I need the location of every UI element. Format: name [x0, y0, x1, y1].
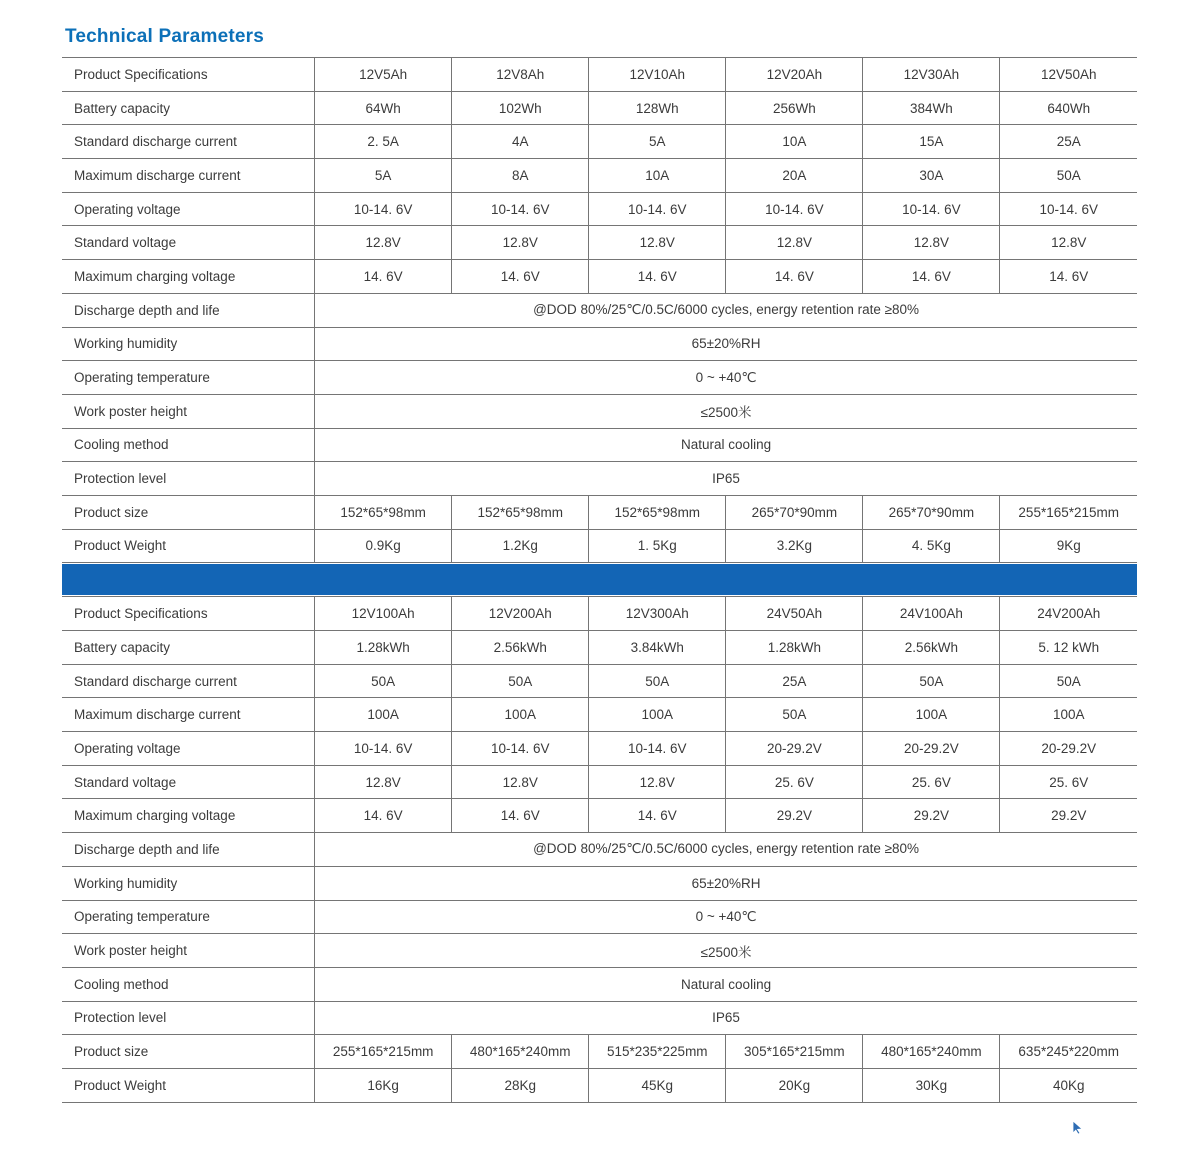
table-row — [62, 495, 1137, 529]
value-cell: 5. 12 kWh — [1000, 631, 1137, 665]
value-cell: 30Kg — [863, 1068, 1000, 1102]
value-cell: 16Kg — [315, 1068, 452, 1102]
row-label: Operating temperature — [62, 900, 315, 934]
value-cell: 50A — [1000, 664, 1137, 698]
spec-table-first — [62, 57, 1137, 563]
value-cell: 24V200Ah — [1000, 597, 1137, 631]
row-label: Maximum discharge current — [62, 698, 315, 732]
merged-value-cell: 0 ~ +40℃ — [315, 900, 1137, 934]
value-cell: 12.8V — [315, 765, 452, 799]
table-row — [62, 462, 1137, 496]
table-row — [62, 226, 1137, 260]
row-label: Product Weight — [62, 529, 315, 563]
value-cell: 5A — [315, 159, 452, 193]
value-cell: 515*235*225mm — [589, 1035, 726, 1069]
table-row — [62, 1068, 1137, 1102]
value-cell: 3.2Kg — [726, 529, 863, 563]
value-cell: 128Wh — [589, 91, 726, 125]
value-cell: 152*65*98mm — [315, 495, 452, 529]
table-row — [62, 91, 1137, 125]
value-cell: 480*165*240mm — [452, 1035, 589, 1069]
value-cell: 50A — [452, 664, 589, 698]
value-cell: 10-14. 6V — [315, 192, 452, 226]
row-label: Protection level — [62, 1001, 315, 1035]
value-cell: 100A — [1000, 698, 1137, 732]
row-label: Product size — [62, 495, 315, 529]
value-cell: 25. 6V — [1000, 765, 1137, 799]
row-label: Working humidity — [62, 327, 315, 361]
merged-value-cell: IP65 — [315, 1001, 1137, 1035]
spec-table-second — [62, 596, 1137, 1102]
row-label: Cooling method — [62, 967, 315, 1001]
row-label: Operating voltage — [62, 732, 315, 766]
row-label: Product Specifications — [62, 597, 315, 631]
value-cell: 25A — [1000, 125, 1137, 159]
value-cell: 12.8V — [452, 765, 589, 799]
value-cell: 29.2V — [726, 799, 863, 833]
value-cell: 12V5Ah — [315, 58, 452, 92]
row-label: Work poster height — [62, 934, 315, 968]
table-row — [62, 799, 1137, 833]
row-label: Standard voltage — [62, 226, 315, 260]
table-row — [62, 394, 1137, 428]
table-row — [62, 293, 1137, 327]
merged-value-cell: ≤2500米 — [315, 394, 1137, 428]
value-cell: 12V200Ah — [452, 597, 589, 631]
table-row — [62, 428, 1137, 462]
value-cell: 29.2V — [863, 799, 1000, 833]
value-cell: 14. 6V — [726, 260, 863, 294]
table-row — [62, 631, 1137, 665]
value-cell: 255*165*215mm — [1000, 495, 1137, 529]
table-row — [62, 732, 1137, 766]
value-cell: 14. 6V — [315, 260, 452, 294]
table-row — [62, 361, 1137, 395]
value-cell: 5A — [589, 125, 726, 159]
value-cell: 265*70*90mm — [726, 495, 863, 529]
value-cell: 12.8V — [1000, 226, 1137, 260]
value-cell: 10-14. 6V — [589, 732, 726, 766]
value-cell: 12.8V — [589, 765, 726, 799]
value-cell: 12.8V — [452, 226, 589, 260]
value-cell: 12V10Ah — [589, 58, 726, 92]
value-cell: 25. 6V — [726, 765, 863, 799]
value-cell: 24V50Ah — [726, 597, 863, 631]
value-cell: 12.8V — [863, 226, 1000, 260]
table-row — [62, 597, 1137, 631]
value-cell: 20-29.2V — [726, 732, 863, 766]
value-cell: 305*165*215mm — [726, 1035, 863, 1069]
value-cell: 3.84kWh — [589, 631, 726, 665]
section-divider-bar — [62, 564, 1137, 595]
value-cell: 10-14. 6V — [452, 192, 589, 226]
value-cell: 14. 6V — [589, 799, 726, 833]
value-cell: 12V8Ah — [452, 58, 589, 92]
table-row — [62, 698, 1137, 732]
value-cell: 152*65*98mm — [589, 495, 726, 529]
table-row — [62, 664, 1137, 698]
merged-value-cell: Natural cooling — [315, 967, 1137, 1001]
value-cell: 64Wh — [315, 91, 452, 125]
table-row — [62, 192, 1137, 226]
table-row — [62, 1035, 1137, 1069]
value-cell: 14. 6V — [315, 799, 452, 833]
value-cell: 10-14. 6V — [452, 732, 589, 766]
value-cell: 102Wh — [452, 91, 589, 125]
value-cell: 50A — [1000, 159, 1137, 193]
table-row — [62, 1001, 1137, 1035]
value-cell: 10A — [726, 125, 863, 159]
value-cell: 14. 6V — [452, 799, 589, 833]
row-label: Work poster height — [62, 394, 315, 428]
merged-value-cell: 0 ~ +40℃ — [315, 361, 1137, 395]
table-row — [62, 58, 1137, 92]
value-cell: 14. 6V — [589, 260, 726, 294]
value-cell: 10A — [589, 159, 726, 193]
value-cell: 1. 5Kg — [589, 529, 726, 563]
row-label: Maximum charging voltage — [62, 260, 315, 294]
value-cell: 50A — [315, 664, 452, 698]
row-label: Protection level — [62, 462, 315, 496]
value-cell: 635*245*220mm — [1000, 1035, 1137, 1069]
table-row — [62, 159, 1137, 193]
value-cell: 100A — [589, 698, 726, 732]
row-label: Maximum discharge current — [62, 159, 315, 193]
value-cell: 12.8V — [315, 226, 452, 260]
row-label: Standard discharge current — [62, 664, 315, 698]
row-label: Operating voltage — [62, 192, 315, 226]
value-cell: 12V100Ah — [315, 597, 452, 631]
value-cell: 4A — [452, 125, 589, 159]
merged-value-cell: IP65 — [315, 462, 1137, 496]
value-cell: 100A — [863, 698, 1000, 732]
merged-value-cell: @DOD 80%/25℃/0.5C/6000 cycles, energy retention rate ≥80% — [315, 833, 1137, 867]
value-cell: 45Kg — [589, 1068, 726, 1102]
table-row — [62, 900, 1137, 934]
table-row — [62, 260, 1137, 294]
value-cell: 50A — [726, 698, 863, 732]
value-cell: 2. 5A — [315, 125, 452, 159]
row-label: Operating temperature — [62, 361, 315, 395]
value-cell: 10-14. 6V — [726, 192, 863, 226]
merged-value-cell: 65±20%RH — [315, 327, 1137, 361]
table-row — [62, 833, 1137, 867]
table-row — [62, 327, 1137, 361]
value-cell: 2.56kWh — [452, 631, 589, 665]
value-cell: 100A — [315, 698, 452, 732]
value-cell: 1.28kWh — [726, 631, 863, 665]
value-cell: 50A — [863, 664, 1000, 698]
row-label: Product Weight — [62, 1068, 315, 1102]
value-cell: 20-29.2V — [1000, 732, 1137, 766]
value-cell: 14. 6V — [863, 260, 1000, 294]
merged-value-cell: @DOD 80%/25℃/0.5C/6000 cycles, energy retention rate ≥80% — [315, 293, 1137, 327]
row-label: Cooling method — [62, 428, 315, 462]
value-cell: 12.8V — [726, 226, 863, 260]
table-row — [62, 125, 1137, 159]
value-cell: 14. 6V — [452, 260, 589, 294]
table-row — [62, 934, 1137, 968]
table-row — [62, 765, 1137, 799]
row-label: Product size — [62, 1035, 315, 1069]
value-cell: 256Wh — [726, 91, 863, 125]
value-cell: 10-14. 6V — [589, 192, 726, 226]
value-cell: 640Wh — [1000, 91, 1137, 125]
value-cell: 24V100Ah — [863, 597, 1000, 631]
value-cell: 10-14. 6V — [315, 732, 452, 766]
value-cell: 152*65*98mm — [452, 495, 589, 529]
row-label: Working humidity — [62, 866, 315, 900]
value-cell: 1.2Kg — [452, 529, 589, 563]
value-cell: 2.56kWh — [863, 631, 1000, 665]
row-label: Standard voltage — [62, 765, 315, 799]
value-cell: 20Kg — [726, 1068, 863, 1102]
table-row — [62, 866, 1137, 900]
value-cell: 15A — [863, 125, 1000, 159]
value-cell: 9Kg — [1000, 529, 1137, 563]
row-label: Maximum charging voltage — [62, 799, 315, 833]
value-cell: 25. 6V — [863, 765, 1000, 799]
value-cell: 14. 6V — [1000, 260, 1137, 294]
value-cell: 29.2V — [1000, 799, 1137, 833]
merged-value-cell: ≤2500米 — [315, 934, 1137, 968]
table-row — [62, 529, 1137, 563]
value-cell: 384Wh — [863, 91, 1000, 125]
row-label: Standard discharge current — [62, 125, 315, 159]
value-cell: 100A — [452, 698, 589, 732]
value-cell: 28Kg — [452, 1068, 589, 1102]
row-label: Battery capacity — [62, 91, 315, 125]
table-row — [62, 967, 1137, 1001]
value-cell: 12V30Ah — [863, 58, 1000, 92]
value-cell: 12.8V — [589, 226, 726, 260]
value-cell: 12V50Ah — [1000, 58, 1137, 92]
value-cell: 20-29.2V — [863, 732, 1000, 766]
row-label: Battery capacity — [62, 631, 315, 665]
row-label: Discharge depth and life — [62, 833, 315, 867]
value-cell: 20A — [726, 159, 863, 193]
value-cell: 265*70*90mm — [863, 495, 1000, 529]
merged-value-cell: 65±20%RH — [315, 866, 1137, 900]
value-cell: 12V300Ah — [589, 597, 726, 631]
page-title: Technical Parameters — [65, 26, 265, 47]
mouse-cursor-icon — [1072, 1120, 1084, 1134]
value-cell: 10-14. 6V — [1000, 192, 1137, 226]
value-cell: 0.9Kg — [315, 529, 452, 563]
value-cell: 12V20Ah — [726, 58, 863, 92]
value-cell: 4. 5Kg — [863, 529, 1000, 563]
value-cell: 1.28kWh — [315, 631, 452, 665]
row-label: Discharge depth and life — [62, 293, 315, 327]
merged-value-cell: Natural cooling — [315, 428, 1137, 462]
value-cell: 25A — [726, 664, 863, 698]
value-cell: 40Kg — [1000, 1068, 1137, 1102]
value-cell: 255*165*215mm — [315, 1035, 452, 1069]
value-cell: 30A — [863, 159, 1000, 193]
value-cell: 480*165*240mm — [863, 1035, 1000, 1069]
row-label: Product Specifications — [62, 58, 315, 92]
value-cell: 10-14. 6V — [863, 192, 1000, 226]
value-cell: 8A — [452, 159, 589, 193]
value-cell: 50A — [589, 664, 726, 698]
